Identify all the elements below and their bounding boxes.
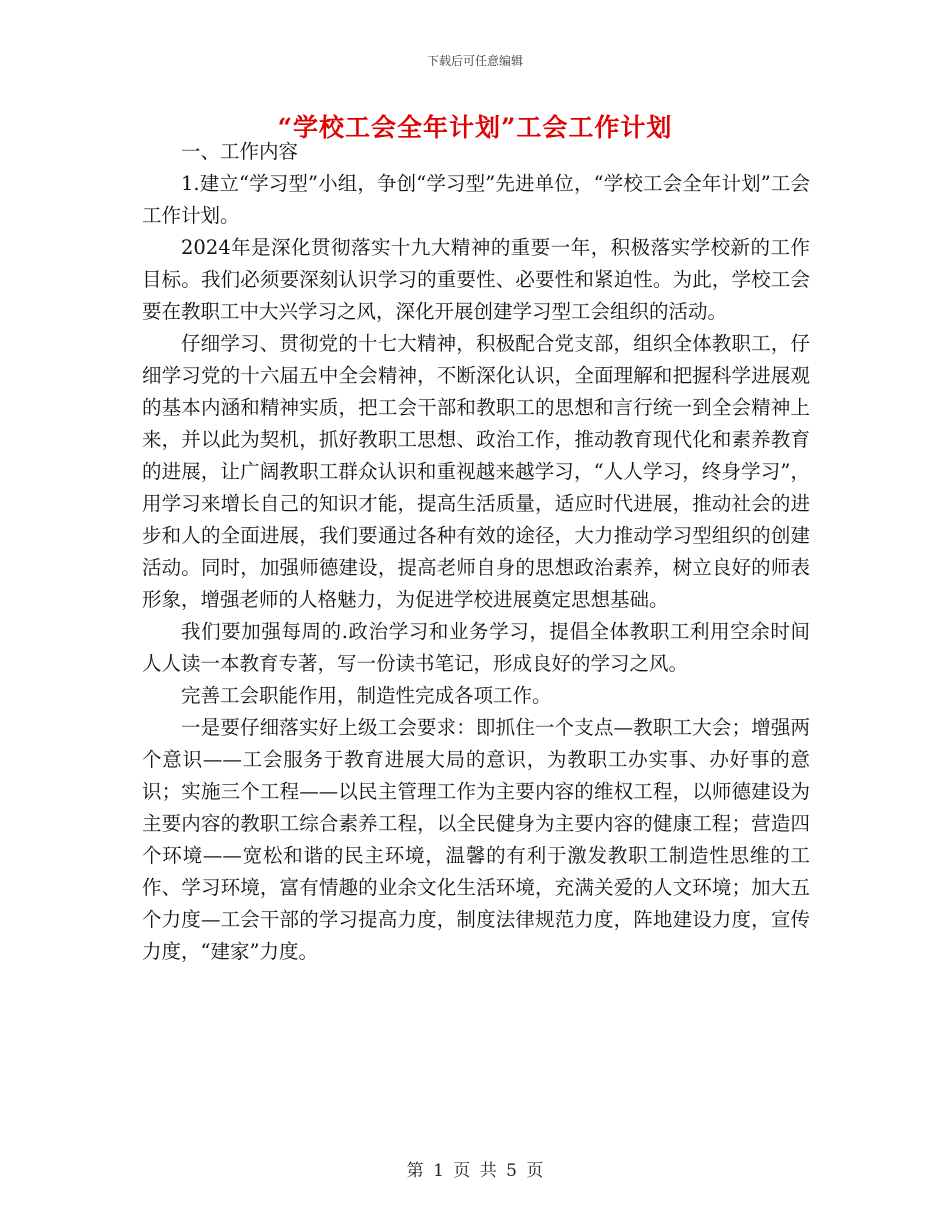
paragraph: 一是要仔细落实好上级工会要求：即抓住一个支点—教职工大会；增强两个意识——工会服务于教育进展大局的意识，为教职工办实事、办好事的意识；实施三个工程——以民主管理工作为主要内容的维权工程，以师德建设为主要内容的教职工综合素养工程，以全民健身为主要内容的健康工程；营造四个环境——宽松和谐的民主环境，温馨的有利于激发教职工制造性思维的工作、学习环境，富有情趣的业余文化生活环境，充满关爱的人文环境；加大五个力度—工会干部的学习提高力度，制度法律规范力度，阵地建设力度，宣传力度，“建家”力度。 <box>142 716 810 963</box>
paragraph-section-heading: 一、工作内容 <box>181 140 299 163</box>
document-body <box>142 136 810 968</box>
document-title: “学校工会全年计划”工会工作计划 <box>277 113 673 142</box>
page-footer: 第 1 页 共 5 页 <box>406 1161 544 1181</box>
header-note: 下载后可任意编辑 <box>426 54 523 68</box>
paragraph: 我们要加强每周的.政治学习和业务学习，提倡全体教职工利用空余时间人人读一本教育专著，写一份读书笔记，形成良好的学习之风。 <box>142 620 810 675</box>
paragraph: 完善工会职能作用，制造性完成各项工作。 <box>181 684 552 707</box>
paragraph: 2024年是深化贯彻落实十九大精神的重要一年，积极落实学校新的工作目标。我们必须要深刻认识学习的重要性、必要性和紧迫性。为此，学校工会要在教职工中大兴学习之风，深化开展创建学习型工会组织的活动。 <box>142 236 810 323</box>
paragraph: 仔细学习、贯彻党的十七大精神，积极配合党支部，组织全体教职工，仔细学习党的十六届五中全会精神，不断深化认识，全面理解和把握科学进展观的基本内涵和精神实质，把工会干部和教职工的思想和言行统一到全会精神上来，并以此为契机，抓好教职工思想、政治工作，推动教育现代化和素养教育的进展，让广阔教职工群众认识和重视越来越学习，“人人学习，终身学习”，用学习来增长自己的知识才能，提高生活质量，适应时代进展，推动社会的进步和人的全面进展，我们要通过各种有效的途径，大力推动学习型组织的创建活动。同时，加强师德建设，提高老师自身的思想政治素养，树立良好的师表形象，增强老师的人格魅力，为促进学校进展奠定思想基础。 <box>142 332 810 611</box>
paragraph-item-1: 1.建立“学习型”小组，争创“学习型”先进单位，“学校工会全年计划”工会工作计划。 <box>142 172 810 227</box>
